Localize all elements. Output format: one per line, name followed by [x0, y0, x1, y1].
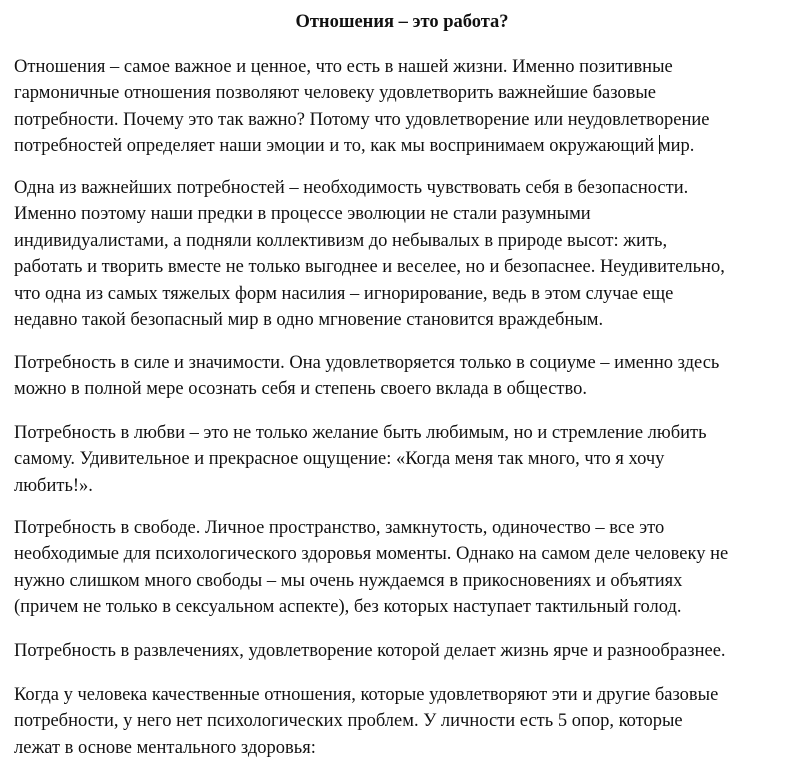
paragraph-line: (причем не только в сексуальном аспекте), без которых наступает тактильный голод. — [14, 597, 682, 618]
paragraph-line: что одна из самых тяжелых форм насилия – игнорирование, ведь в этом случае еще — [14, 283, 674, 304]
paragraph-line: потребности. Почему это так важно? Потому что удовлетворение или неудовлетворение — [14, 109, 710, 130]
paragraph-5 — [14, 515, 728, 621]
paragraph-line-text: мир. — [658, 136, 695, 157]
paragraph-line: можно в полной мере осознать себя и степень своего вклада в общество. — [14, 379, 587, 400]
paragraph-line: Потребность в любви – это не только желание быть любимым, но и стремление любить — [14, 423, 707, 443]
paragraph-3 — [14, 350, 719, 403]
paragraph-line: Отношения – самое важное и ценное, что есть в нашей жизни. Именно позитивные — [14, 57, 673, 77]
paragraph-line: гармоничные отношения позволяют человеку удовлетворить важнейшие базовые — [14, 83, 657, 104]
paragraph-line-text: потребностей определяет наши эмоции и то, как мы воспринимаем окружающий — [14, 136, 659, 157]
paragraph-line: нужно слишком много свободы – мы очень нуждаемся в прикосновениях и объятиях — [14, 570, 683, 591]
paragraph-6 — [14, 638, 726, 664]
paragraph-line: лежат в основе ментального здоровья: — [14, 737, 316, 758]
paragraph-line: Потребность в развлечениях, удовлетворение которой делает жизнь ярче и разнообразнее. — [14, 641, 726, 661]
paragraph-line: самому. Удивительное и прекрасное ощущение: «Когда меня так много, что я хочу — [14, 449, 665, 470]
paragraph-line — [14, 133, 709, 159]
paragraph-7 — [14, 682, 718, 761]
paragraph-line: Одна из важнейших потребностей – необходимость чувствовать себя в безопасности. — [14, 178, 689, 198]
paragraph-line: любить!». — [14, 475, 93, 496]
document-title: Отношения – это работа? — [295, 12, 509, 32]
paragraph-line: индивидуалистами, а подняли коллективизм до небывалых в природе высот: жить, — [14, 230, 668, 251]
paragraph-line: работать и творить вместе не только выгоднее и веселее, но и безопаснее. Неудивительно, — [14, 257, 725, 278]
paragraph-line: Потребность в свободе. Личное пространство, замкнутость, одиночество – все это — [14, 518, 665, 538]
paragraph-line: необходимые для психологического здоровья моменты. Однако на самом деле человеку не — [14, 544, 729, 565]
paragraph-2 — [14, 175, 725, 333]
paragraph-1 — [14, 54, 709, 160]
paragraph-line: недавно такой безопасный мир в одно мгновение становится враждебным. — [14, 310, 604, 331]
paragraph-line: Когда у человека качественные отношения, которые удовлетворяют эти и другие базовые — [14, 685, 719, 705]
paragraph-line: Потребность в силе и значимости. Она удовлетворяется только в социуме – именно здесь — [14, 353, 720, 373]
paragraph-line: потребности, у него нет психологических проблем. У личности есть 5 опор, которые — [14, 711, 683, 732]
document-page — [14, 0, 802, 758]
paragraph-4 — [14, 420, 707, 499]
paragraph-line: Именно поэтому наши предки в процессе эволюции не стали разумными — [14, 204, 591, 225]
